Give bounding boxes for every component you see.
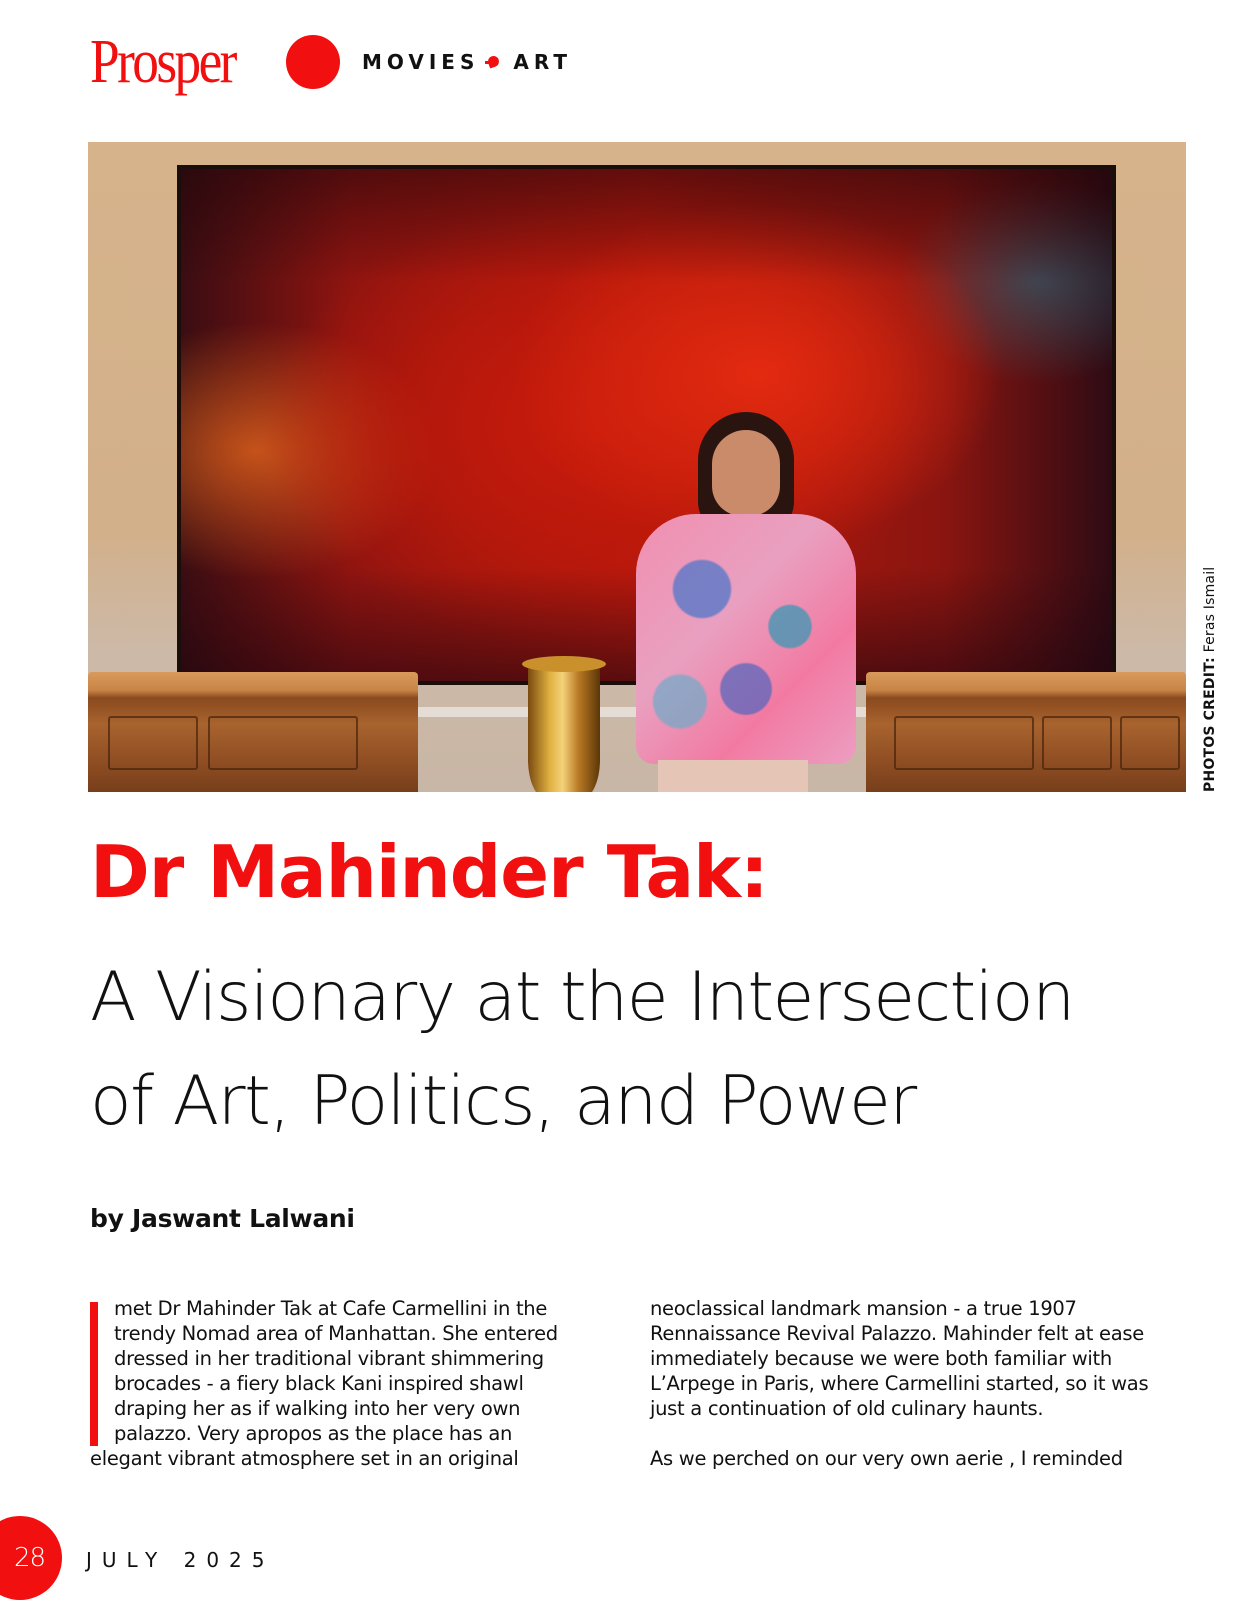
body-line: brocades - a fiery black Kani inspired shawl bbox=[114, 1372, 524, 1395]
body-line: trendy Nomad area of Manhattan. She entered bbox=[114, 1322, 558, 1345]
body-line: palazzo. Very apropos as the place has an bbox=[114, 1422, 513, 1445]
face bbox=[712, 430, 780, 516]
brand-logo: Prosper bbox=[90, 28, 235, 96]
floral-blouse bbox=[636, 514, 856, 764]
section-label bbox=[362, 50, 572, 74]
body-line: met Dr Mahinder Tak at Cafe Carmellini in the bbox=[114, 1297, 548, 1320]
body-column-right bbox=[650, 1296, 1190, 1471]
photo-credit-name: Feras Ismail bbox=[1202, 566, 1218, 653]
body-line: neoclassical landmark mansion - a true 1907 bbox=[650, 1297, 1077, 1320]
article-title: Dr Mahinder Tak: bbox=[90, 830, 768, 914]
section-art: ART bbox=[513, 50, 572, 74]
masthead bbox=[90, 22, 572, 102]
body-line: just a continuation of old culinary haunts. bbox=[650, 1397, 1044, 1420]
drawer bbox=[1120, 716, 1180, 770]
body-line: As we perched on our very own aerie , I reminded bbox=[650, 1447, 1123, 1470]
pants bbox=[658, 760, 808, 792]
drawer bbox=[108, 716, 198, 770]
subtitle-line: of Art, Politics, and Power bbox=[90, 1062, 916, 1141]
section-movies: MOVIES bbox=[362, 50, 480, 74]
dropcap-bar-icon bbox=[90, 1302, 98, 1446]
body-line: Rennaissance Revival Palazzo. Mahinder felt at ease bbox=[650, 1322, 1144, 1345]
paragraph-gap bbox=[650, 1421, 1190, 1446]
body-column-left bbox=[90, 1296, 610, 1471]
dresser-right bbox=[866, 672, 1186, 792]
issue-date: JULY 2025 bbox=[86, 1548, 275, 1572]
byline: by Jaswant Lalwani bbox=[90, 1204, 355, 1233]
body-line: L’Arpege in Paris, where Carmellini started, so it was bbox=[650, 1372, 1149, 1395]
brand-dot-icon bbox=[286, 35, 340, 89]
leaf-separator-icon bbox=[485, 55, 501, 69]
drawer bbox=[1042, 716, 1112, 770]
gold-vase bbox=[528, 660, 600, 792]
article-subtitle bbox=[90, 946, 1210, 1154]
subtitle-line: A Visionary at the Intersection bbox=[90, 958, 1074, 1037]
drawer bbox=[208, 716, 358, 770]
body-line: immediately because we were both familiar with bbox=[650, 1347, 1112, 1370]
body-line: dressed in her traditional vibrant shimmering bbox=[114, 1347, 544, 1370]
dresser-left bbox=[88, 672, 418, 792]
photo-credit bbox=[1202, 567, 1218, 792]
page-number: 28 bbox=[14, 1543, 46, 1573]
hero-photo bbox=[88, 142, 1186, 792]
body-line: elegant vibrant atmosphere set in an original bbox=[90, 1447, 519, 1470]
photo-credit-label: PHOTOS CREDIT: bbox=[1202, 657, 1218, 792]
portrait-subject bbox=[636, 412, 876, 792]
drawer bbox=[894, 716, 1034, 770]
body-line: draping her as if walking into her very own bbox=[114, 1397, 521, 1420]
